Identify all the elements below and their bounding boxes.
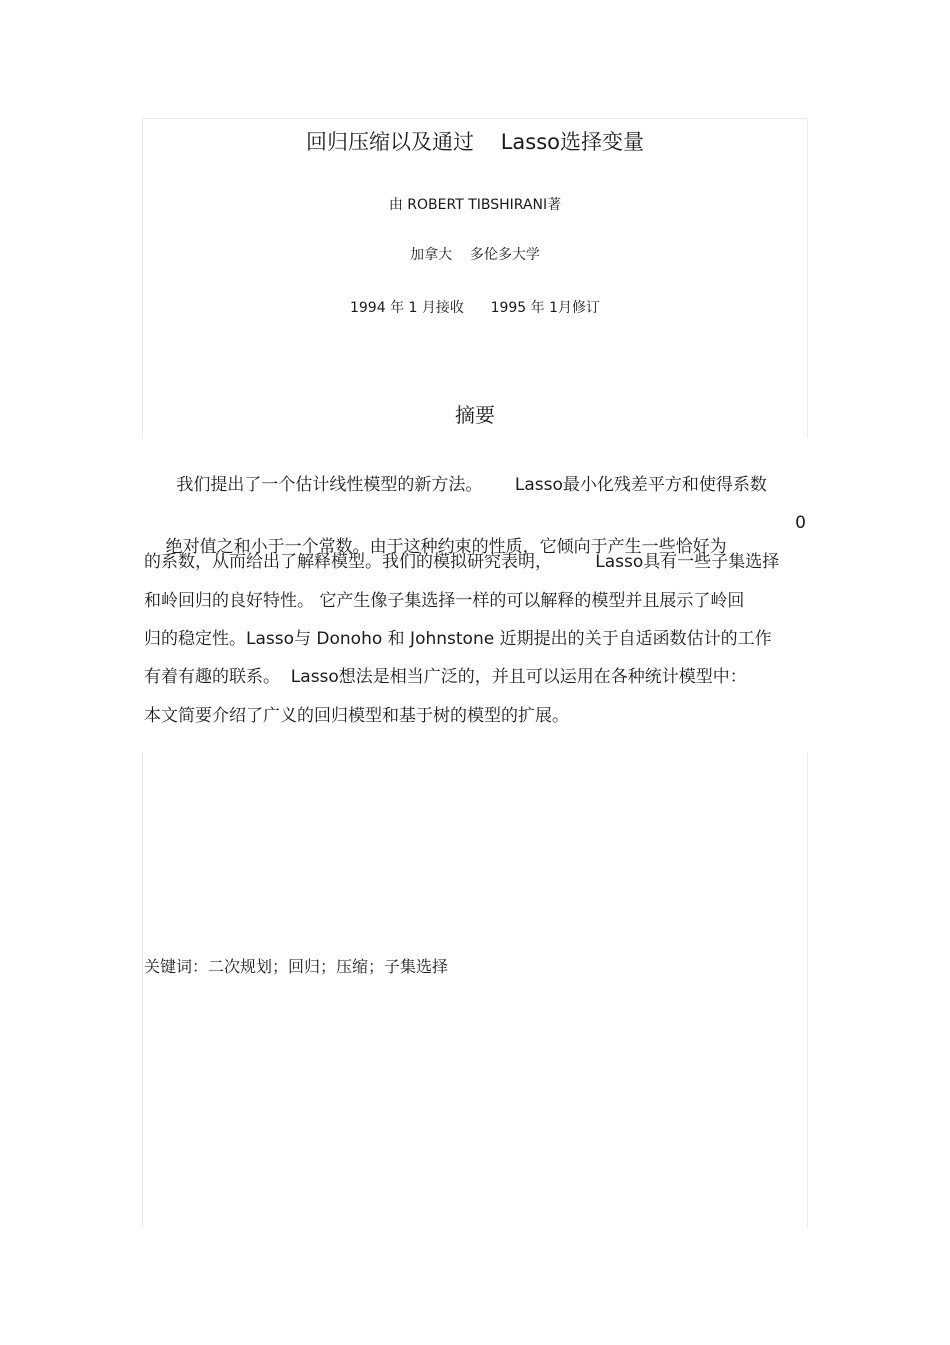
abstract-line: 和岭回归的良好特性。 它产生像子集选择一样的可以解释的模型并且展示了岭回 (144, 591, 745, 611)
abstract-line: 的系数，从而给出了解释模型。我们的模拟研究表明， Lasso具有一些子集选择 (144, 552, 780, 572)
abstract-line: 本文简要介绍了广义的回归模型和基于树的模型的扩展。 (144, 706, 569, 726)
title-block-frame (142, 118, 808, 438)
abstract-heading: 摘要 (455, 403, 495, 427)
paper-dates: 1994 年 1 月接收 1995 年 1月修订 (349, 300, 601, 316)
paper-affiliation: 加拿大 多伦多大学 (410, 247, 540, 263)
paper-author: 由 ROBERT TIBSHIRANI著 (388, 197, 562, 213)
lower-block-frame (142, 752, 808, 1228)
abstract-line-text: 绝对值之和小于一个常数。由于这种约束的性质，它倾向于产生一些恰好为 (165, 537, 727, 557)
abstract-line: 我们提出了一个估计线性模型的新方法。 Lasso最小化残差平方和使得系数 (144, 475, 767, 495)
abstract-line-trailing-number: 0 (795, 513, 806, 533)
paper-title: 回归压缩以及通过 Lasso选择变量 (306, 130, 644, 154)
keywords: 关键词：二次规划；回归；压缩；子集选择 (144, 957, 449, 976)
abstract-line: 归的稳定性。Lasso与 Donoho 和 Johnstone 近期提出的关于自适函数估计的工作 (144, 629, 772, 649)
abstract-line: 有着有趣的联系。 Lasso想法是相当广泛的，并且可以运用在各种统计模型中： (144, 667, 747, 687)
